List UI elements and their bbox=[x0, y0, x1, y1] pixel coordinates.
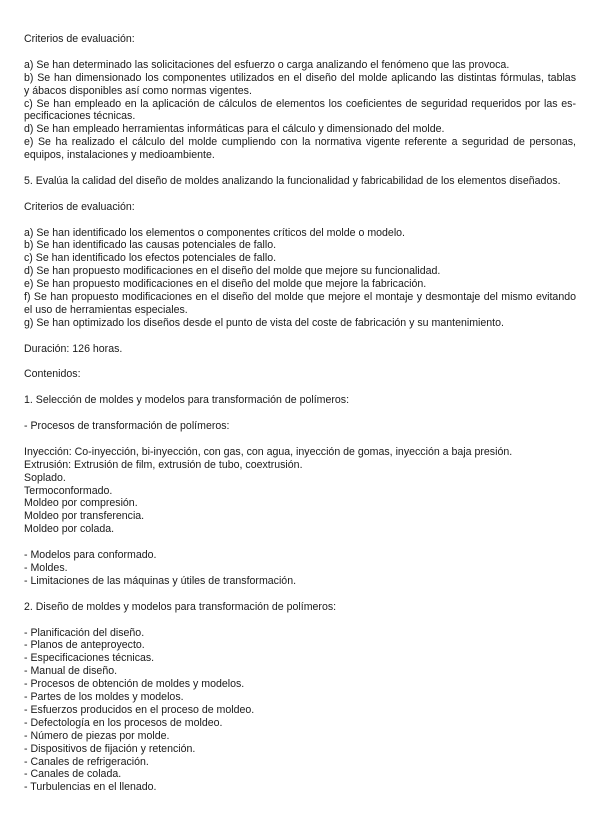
text-line: e) Se ha realizado el cálculo del molde cumpliendo con la normativa vigente referente a seguridad de personas, bbox=[24, 136, 576, 149]
paragraph-gap bbox=[24, 214, 576, 227]
text-line: - Defectología en los procesos de moldeo. bbox=[24, 716, 223, 729]
paragraph-gap bbox=[24, 330, 576, 343]
section-bloque1 bbox=[24, 394, 576, 407]
text-line: equipos, instalaciones y medioambiente. bbox=[24, 149, 215, 162]
section-contenidos bbox=[24, 368, 576, 381]
text-line: b) Se han identificado las causas potenciales de fallo. bbox=[24, 239, 277, 252]
section-bloque2-list bbox=[24, 627, 576, 795]
section-ra5 bbox=[24, 175, 576, 188]
text-line: Criterios de evaluación: bbox=[24, 33, 135, 45]
text-line: c) Se han identificado los efectos potenciales de fallo. bbox=[24, 252, 277, 265]
text-line: Duración: 126 horas. bbox=[24, 342, 123, 355]
document-page bbox=[24, 33, 576, 794]
text-line: b) Se han dimensionado los componentes utilizados en el diseño del molde aplicando las distintas fórmulas, tablas bbox=[24, 71, 576, 84]
text-line: - Especificaciones técnicas. bbox=[24, 652, 155, 665]
text-line: - Moldes. bbox=[24, 562, 68, 574]
section-criterios4-items bbox=[24, 59, 576, 162]
text-line: Moldeo por compresión. bbox=[24, 497, 138, 510]
text-line: - Manual de diseño. bbox=[24, 665, 118, 678]
section-procesos-list bbox=[24, 446, 576, 536]
paragraph-gap bbox=[24, 536, 576, 549]
text-line: - Limitaciones de las máquinas y útiles de transformación. bbox=[24, 574, 297, 587]
text-line: Moldeo por transferencia. bbox=[24, 510, 145, 523]
paragraph-gap bbox=[24, 588, 576, 601]
text-line: Extrusión: Extrusión de film, extrusión de tubo, coextrusión. bbox=[24, 458, 303, 471]
text-line: - Modelos para conformado. bbox=[24, 549, 157, 562]
section-modelos bbox=[24, 549, 576, 588]
text-line: - Partes de los moldes y modelos. bbox=[24, 691, 184, 704]
section-criterios5 bbox=[24, 201, 576, 214]
text-line: g) Se han optimizado los diseños desde el punto de vista del coste de fabricación y su mantenimiento. bbox=[24, 316, 504, 329]
text-line: - Planificación del diseño. bbox=[24, 626, 145, 639]
section-bloque2 bbox=[24, 601, 576, 614]
text-line: c) Se han empleado en la aplicación de cálculos de elementos los coeficientes de seguridad requeridos por las es- bbox=[24, 97, 576, 110]
paragraph-gap bbox=[24, 46, 576, 59]
text-line: Criterios de evaluación: bbox=[24, 200, 135, 213]
text-line: - Procesos de transformación de polímeros: bbox=[24, 420, 230, 433]
text-line: 5. Evalúa la calidad del diseño de moldes analizando la funcionalidad y fabricabilidad de los elementos diseñados. bbox=[24, 174, 561, 187]
text-line: - Número de piezas por molde. bbox=[24, 729, 170, 742]
section-procesos bbox=[24, 420, 576, 433]
text-line: - Planos de anteproyecto. bbox=[24, 639, 145, 652]
text-line: - Esfuerzos producidos en el proceso de moldeo. bbox=[24, 703, 255, 716]
text-line: Moldeo por colada. bbox=[24, 523, 115, 536]
text-line: a) Se han determinado las solicitaciones del esfuerzo o carga analizando el fenómeno que las provoca. bbox=[24, 58, 510, 71]
paragraph-gap bbox=[24, 356, 576, 369]
text-line: Inyección: Co-inyección, bi-inyección, con gas, con agua, inyección de gomas, inyección a baja presión. bbox=[24, 445, 513, 458]
text-line: Termoconformado. bbox=[24, 484, 113, 497]
text-line: el uso de herramientas especiales. bbox=[24, 303, 188, 316]
paragraph-gap bbox=[24, 614, 576, 627]
text-line: 2. Diseño de moldes y modelos para transformación de polímeros: bbox=[24, 600, 337, 613]
section-criterios5-items bbox=[24, 227, 576, 330]
text-line: Contenidos: bbox=[24, 368, 81, 381]
text-line: - Turbulencias en el llenado. bbox=[24, 781, 157, 794]
text-line: f) Se han propuesto modificaciones en el diseño del molde que mejore el montaje y desmontaje del mismo evitando bbox=[24, 291, 576, 304]
text-line: - Dispositivos de fijación y retención. bbox=[24, 742, 196, 755]
paragraph-gap bbox=[24, 407, 576, 420]
section-criterios4 bbox=[24, 33, 576, 46]
paragraph-gap bbox=[24, 188, 576, 201]
text-line: Soplado. bbox=[24, 471, 66, 484]
text-line: e) Se han propuesto modificaciones en el diseño del molde que mejore la fabricación. bbox=[24, 278, 427, 291]
text-line: - Procesos de obtención de moldes y modelos. bbox=[24, 678, 245, 691]
text-line: - Canales de refrigeración. bbox=[24, 755, 149, 768]
text-line: 1. Selección de moldes y modelos para transformación de polímeros: bbox=[24, 394, 350, 407]
paragraph-gap bbox=[24, 381, 576, 394]
text-line: pecificaciones técnicas. bbox=[24, 110, 136, 123]
text-line: d) Se han propuesto modificaciones en el diseño del molde que mejore su funcionalidad. bbox=[24, 265, 441, 278]
paragraph-gap bbox=[24, 162, 576, 175]
text-line: y ábacos disponibles así como normas vigentes. bbox=[24, 84, 252, 97]
paragraph-gap bbox=[24, 433, 576, 446]
section-duracion bbox=[24, 343, 576, 356]
text-line: - Canales de colada. bbox=[24, 768, 122, 781]
text-line: a) Se han identificado los elementos o componentes críticos del molde o modelo. bbox=[24, 226, 406, 239]
text-line: d) Se han empleado herramientas informáticas para el cálculo y dimensionado del molde. bbox=[24, 123, 445, 136]
